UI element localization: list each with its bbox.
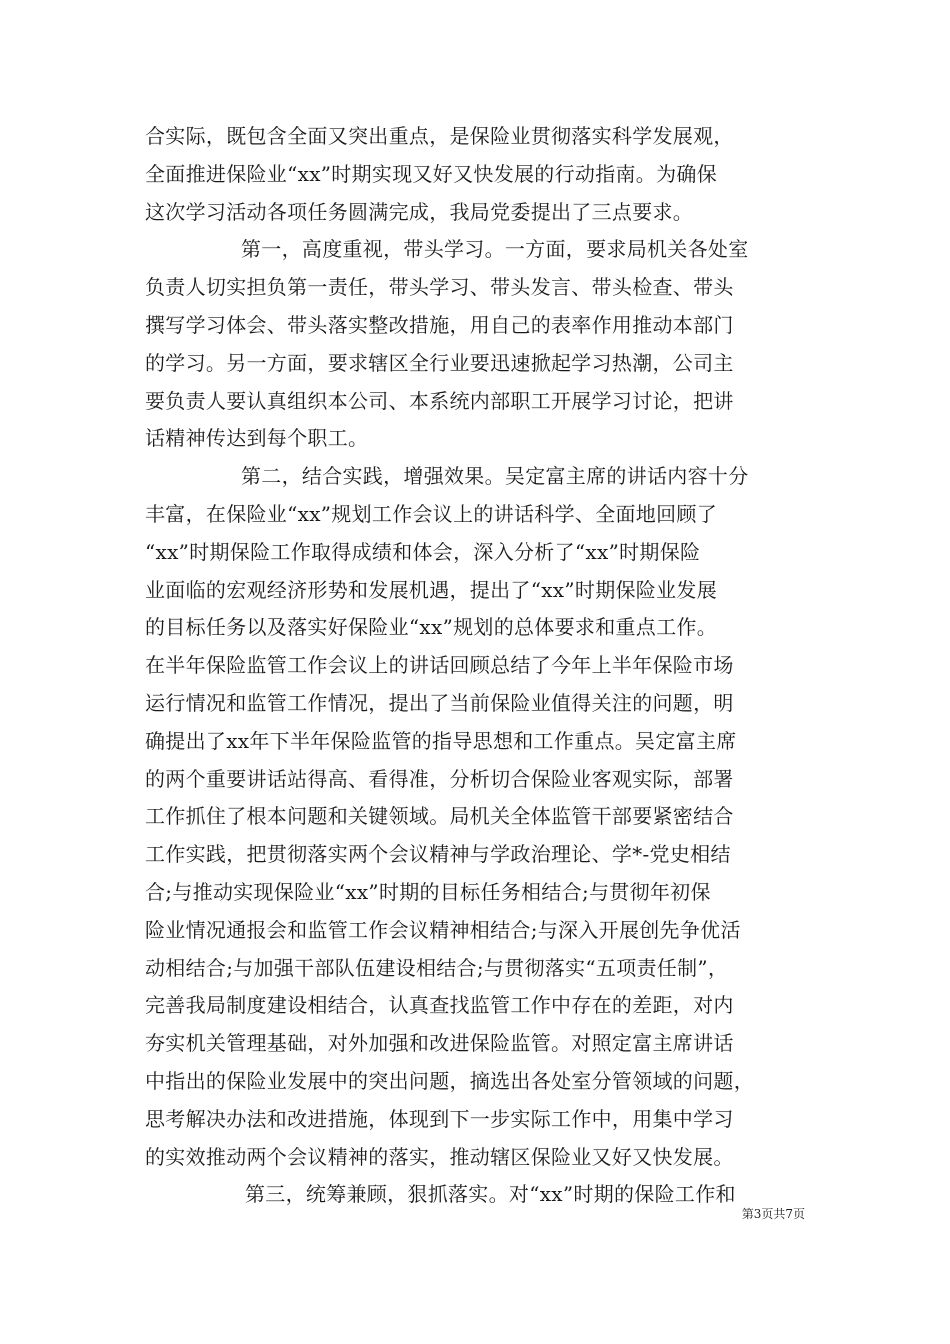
text-line: 合实际，既包含全面又突出重点，是保险业贯彻落实科学发展观，	[145, 124, 734, 148]
text-line: 第一，高度重视，带头学习。一方面，要求局机关各处室	[241, 237, 749, 262]
text-line: 丰富，在保险业“xx”规划工作会议上的讲话科学、全面地回顾了	[145, 501, 718, 526]
text-line: 运行情况和监管工作情况，提出了当前保险业值得关注的问题，明	[145, 690, 734, 715]
text-line: 合;与推动实现保险业“xx”时期的目标任务相结合;与贯彻年初保	[145, 879, 711, 904]
text-line: 这次学习活动各项任务圆满完成，我局党委提出了三点要求。	[145, 199, 694, 224]
text-line: 夯实机关管理基础，对外加强和改进保险监管。对照定富主席讲话	[145, 1031, 734, 1056]
text-line: 在半年保险监管工作会议上的讲话回顾总结了今年上半年保险市场	[145, 653, 734, 678]
text-line: 中指出的保险业发展中的突出问题，摘选出各处室分管领域的问题，	[145, 1068, 754, 1093]
text-line: 话精神传达到每个职工。	[145, 426, 369, 451]
text-line: 的学习。另一方面，要求辖区全行业要迅速掀起学习热潮，公司主	[145, 350, 734, 375]
text-line: 第二，结合实践，增强效果。吴定富主席的讲话内容十分	[241, 464, 749, 489]
text-line: 的目标任务以及落实好保险业“xx”规划的总体要求和重点工作。	[145, 615, 718, 640]
text-line: 工作抓住了根本问题和关键领域。局机关全体监管干部要紧密结合	[145, 804, 734, 829]
text-line: 确提出了xx年下半年保险监管的指导思想和工作重点。吴定富主席	[145, 728, 737, 753]
text-line: 负责人切实担负第一责任，带头学习、带头发言、带头检查、带头	[145, 275, 734, 300]
text-line: 的实效推动两个会议精神的落实，推动辖区保险业又好又快发展。	[145, 1144, 734, 1169]
text-line: “xx”时期保险工作取得成绩和体会，深入分析了“xx”时期保险	[145, 539, 701, 564]
text-line: 思考解决办法和改进措施，体现到下一步实际工作中，用集中学习	[145, 1106, 734, 1131]
text-line: 撰写学习体会、带头落实整改措施，用自己的表率作用推动本部门	[145, 312, 734, 337]
text-line: 要负责人要认真组织本公司、本系统内部职工开展学习讨论，把讲	[145, 388, 734, 413]
document-body	[145, 118, 815, 1214]
text-line: 动相结合;与加强干部队伍建设相结合;与贯彻落实“五项责任制”，	[145, 955, 729, 980]
text-line: 第三，统筹兼顾，狠抓落实。对“xx”时期的保险工作和	[245, 1182, 736, 1207]
text-line: 全面推进保险业“xx”时期实现又好又快发展的行动指南。为确保	[145, 161, 718, 186]
text-line: 工作实践，把贯彻落实两个会议精神与学政治理论、学*-党史相结	[145, 842, 731, 867]
text-line: 的两个重要讲话站得高、看得准，分析切合保险业客观实际，部署	[145, 766, 734, 791]
page-number-footer: 第3页共7页	[741, 1207, 805, 1221]
text-line: 险业情况通报会和监管工作会议精神相结合;与深入开展创先争优活	[145, 917, 741, 942]
text-line: 完善我局制度建设相结合，认真查找监管工作中存在的差距，对内	[145, 993, 734, 1018]
text-line: 业面临的宏观经济形势和发展机遇，提出了“xx”时期保险业发展	[145, 577, 718, 602]
